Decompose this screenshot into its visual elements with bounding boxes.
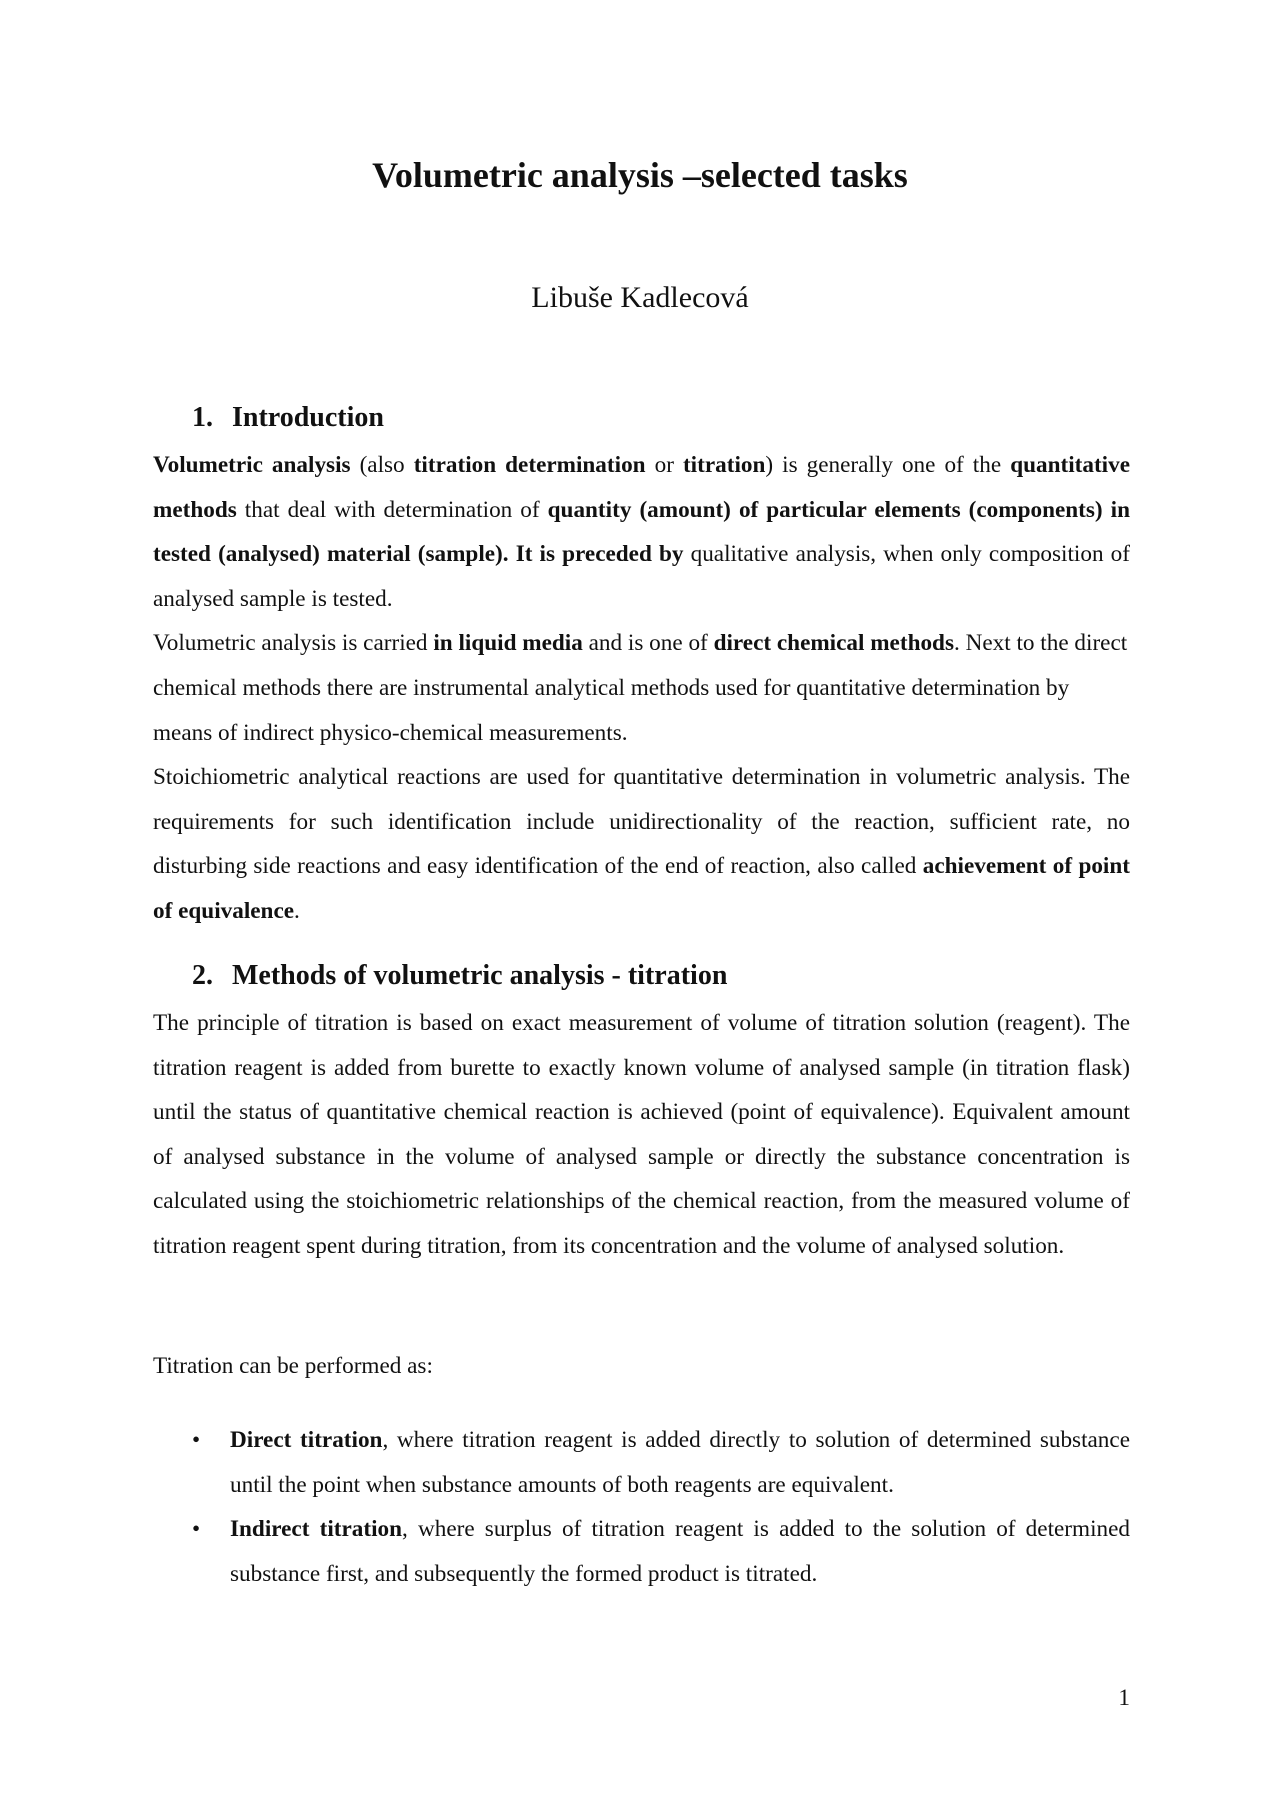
bullet-icon: • — [192, 1516, 201, 1543]
author-name: Libuše Kadlecová — [531, 281, 749, 314]
methods-paragraph-1: The principle of titration is based on exact measurement of volume of titration solution (reagent). The titration reagent is added from burette to exactly known volume of analysed sample (in titration flask) until the status of quantitative chemical reaction is achieved (point of equivalence). Equivalent amount of analysed substance in the volume of analysed sample or directly the substance concentration is calculated using the stoichiometric relationships of the chemical reaction, from the measured volume of titration reagent spent during titration, from its concentration and the volume of analysed solution. — [153, 1010, 1130, 1259]
section-heading-introduction — [192, 398, 384, 438]
section-introduction-body — [153, 443, 1130, 934]
section-heading-methods — [192, 956, 727, 996]
section-number: 1. — [192, 402, 213, 433]
list-item: • Direct titration, where titration reagent is added directly to solution of determined substance until the point when substance amounts of both reagents are equivalent. — [192, 1418, 1130, 1507]
section-number: 2. — [192, 960, 213, 991]
section-methods-body — [153, 1001, 1130, 1269]
intro-paragraph-2: Volumetric analysis is carried in liquid media and is one of direct chemical methods. Next to the direct chemical methods there are instrumental analytical methods used for quantitative determination by means of indirect physico-chemical measurements. — [153, 630, 1128, 746]
section-title: Introduction — [232, 402, 384, 433]
bullet-icon: • — [192, 1427, 201, 1453]
intro-paragraph-1: Volumetric analysis (also titration determination or titration) is generally one of the quantitative methods that deal with determination of quantity (amount) of particular elements (components) in tested (analysed) material (sample). It is preceded by qualitative analysis, when only composition of analysed sample is tested. — [153, 452, 1130, 612]
intro-paragraph-3: Stoichiometric analytical reactions are used for quantitative determination in volumetric analysis. The requirements for such identification include unidirectionality of the reaction, sufficient rate, no disturbing side reactions and easy identification of the end of reaction, also called achievement of point of equivalence. — [153, 764, 1130, 924]
page-number: 1 — [1118, 1685, 1130, 1711]
section-title: Methods of volumetric analysis - titration — [232, 960, 728, 991]
list-item: • Indirect titration, where surplus of titration reagent is added to the solution of determined substance first, and subsequently the formed product is titrated. — [192, 1507, 1130, 1596]
methods-paragraph-2: Titration can be performed as: — [153, 1353, 433, 1379]
titration-types-list — [192, 1418, 1130, 1596]
document-title: Volumetric analysis –selected tasks — [372, 155, 908, 195]
